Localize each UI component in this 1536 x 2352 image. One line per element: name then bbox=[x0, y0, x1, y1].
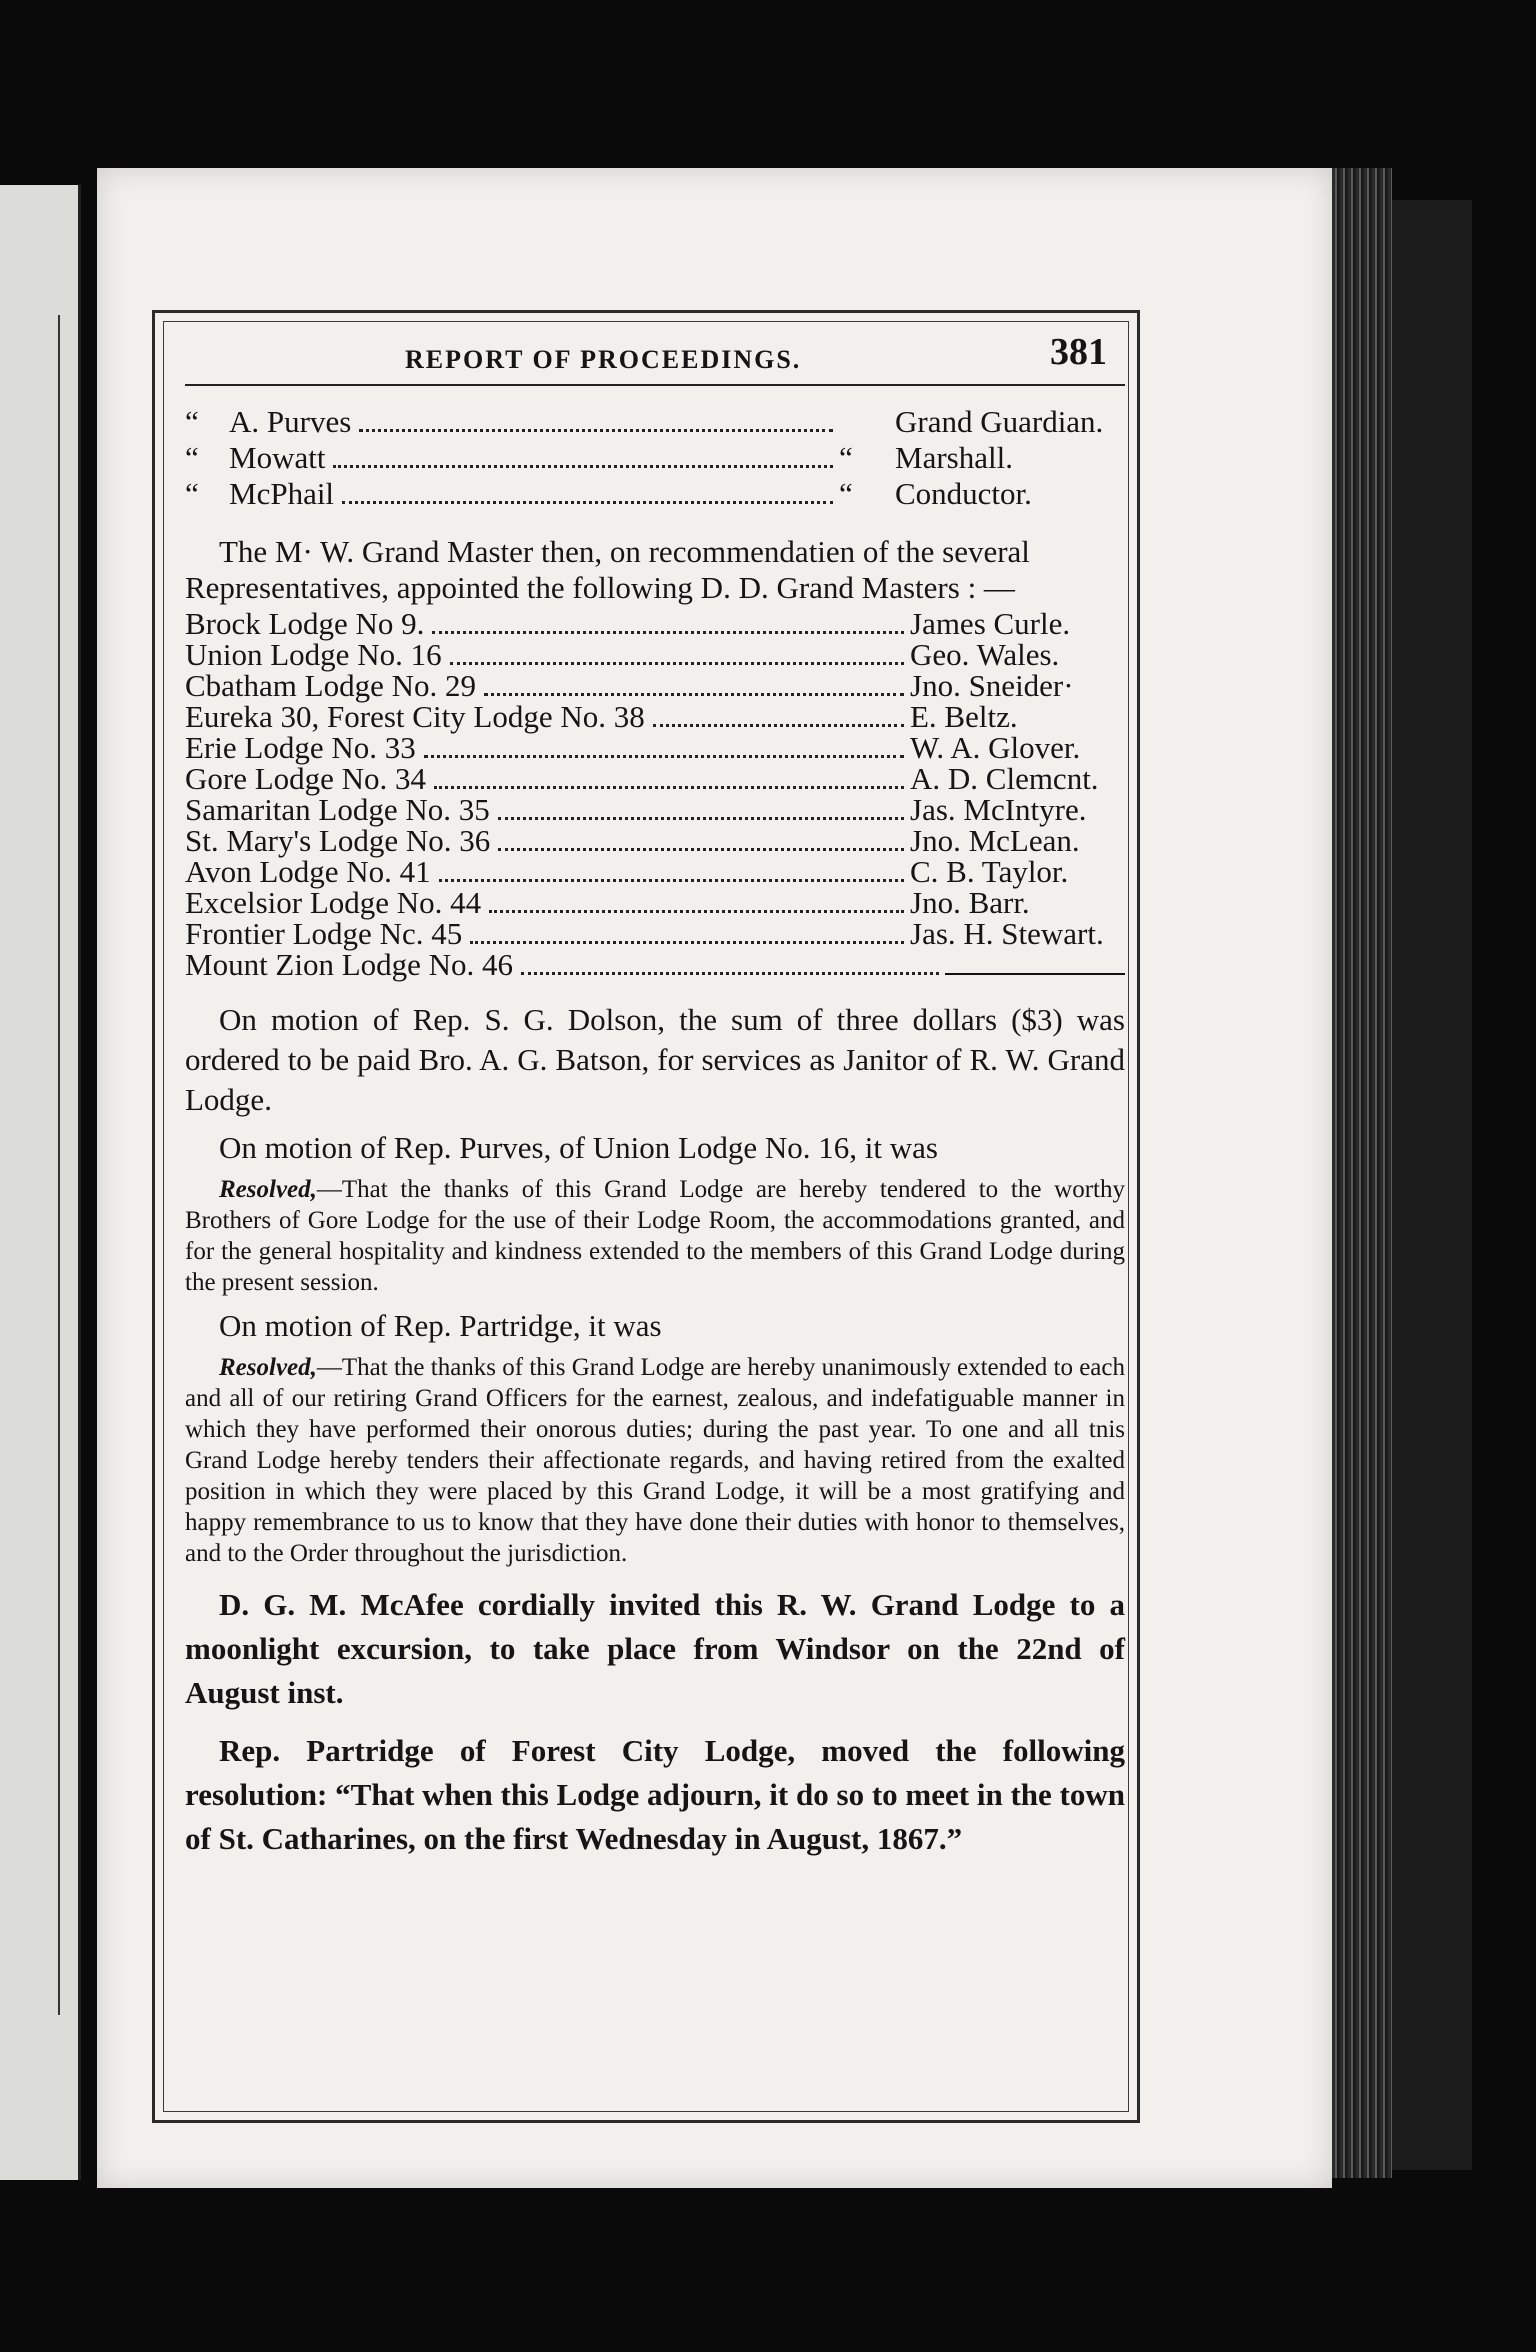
officer-office: Conductor. bbox=[895, 476, 1032, 511]
dot-leader bbox=[498, 848, 904, 851]
resolution-retiring-officers bbox=[185, 1352, 1125, 1569]
motion-dolson: On motion of Rep. S. G. Dolson, the sum of three dollars ($3) was ordered to be paid Bro. A. G. Batson, for services as Janitor of R. W. Grand Lodge. bbox=[185, 1002, 1125, 1117]
dot-leader bbox=[470, 941, 904, 944]
dot-leader bbox=[333, 465, 833, 468]
lodge-name: Gore Lodge No. 34 bbox=[185, 761, 427, 796]
ddgm-row bbox=[185, 701, 1125, 732]
resolution-text: —That the thanks of this Grand Lodge are hereby unanimously extended to each and all of our retiring Grand Officers for the earnest, zealous, and indefatiguable manner in which they have performed their onorous duties; during the past year. To one and all tnis Grand Lodge hereby tenders their affectionate regards, and having retired from the exalted position in which they were placed by this Grand Lodge, it will be a most gratifying and happy remembrance to us to know that they have done their duties with honor to themselves, and to the Order throughout the jurisdiction. bbox=[185, 1354, 1125, 1567]
officer-name: A. Purves bbox=[229, 404, 352, 439]
ditto-mark: “ bbox=[185, 476, 199, 511]
dot-leader bbox=[342, 501, 833, 504]
ddgm-row bbox=[185, 918, 1125, 949]
dot-leader bbox=[521, 972, 939, 975]
ddgm-row bbox=[185, 732, 1125, 763]
ddgm-name: Jno. Barr. bbox=[910, 885, 1030, 920]
ddgm-row bbox=[185, 825, 1125, 856]
ddgm-name: Jas. McIntyre. bbox=[910, 792, 1087, 827]
page-number: 381 bbox=[1050, 331, 1107, 373]
dot-leader bbox=[653, 724, 904, 727]
officer-row bbox=[185, 440, 1125, 476]
ddgm-name: Jas. H. Stewart. bbox=[910, 916, 1104, 951]
lodge-name: Union Lodge No. 16 bbox=[185, 637, 442, 672]
partridge-resolution: Rep. Partridge of Forest City Lodge, moved the following resolution: “That when this Lodge adjourn, it do so to meet in the town of St. Catharines, on the first Wednesday in August, 1867.” bbox=[185, 1733, 1125, 1856]
ddgm-row bbox=[185, 887, 1125, 918]
lodge-name: Erie Lodge No. 33 bbox=[185, 730, 416, 765]
resolved-label: Resolved, bbox=[219, 1176, 317, 1203]
officer-office: Grand Guardian. bbox=[895, 404, 1104, 439]
facing-page-rule bbox=[58, 315, 60, 2015]
ddgm-name: W. A. Glover. bbox=[910, 730, 1081, 765]
page-edges bbox=[1332, 168, 1392, 2178]
intro-paragraph: The M· W. Grand Master then, on recommendatien of the several Representatives, appointed the following D. D. Grand Masters : — bbox=[185, 534, 1030, 605]
officer-office: Marshall. bbox=[895, 440, 1013, 475]
ddgm-name: Jno. Sneider· bbox=[910, 668, 1074, 703]
lodge-name: Avon Lodge No. 41 bbox=[185, 854, 431, 889]
ditto-mark: “ bbox=[839, 476, 853, 511]
dot-leader bbox=[439, 879, 904, 882]
lodge-name: Samaritan Lodge No. 35 bbox=[185, 792, 490, 827]
dot-leader bbox=[489, 910, 904, 913]
book-cover bbox=[1392, 200, 1472, 2170]
ddgm-name: A. D. Clemcnt. bbox=[910, 761, 1099, 796]
dot-leader bbox=[484, 693, 904, 696]
ddgm-row bbox=[185, 608, 1125, 639]
lodge-name: Mount Zion Lodge No. 46 bbox=[185, 947, 514, 982]
dot-leader bbox=[432, 631, 904, 634]
running-title: REPORT OF PROCEEDINGS. bbox=[405, 345, 802, 374]
dot-leader bbox=[450, 662, 904, 665]
lodge-name: Cbatham Lodge No. 29 bbox=[185, 668, 477, 703]
officer-row bbox=[185, 404, 1125, 440]
vacant-blank bbox=[945, 973, 1125, 975]
lodge-name: Excelsior Lodge No. 44 bbox=[185, 885, 482, 920]
ddgm-row bbox=[185, 794, 1125, 825]
dot-leader bbox=[424, 755, 904, 758]
ditto-mark: “ bbox=[185, 440, 199, 475]
ddgm-name: C. B. Taylor. bbox=[910, 854, 1069, 889]
mcafee-invitation: D. G. M. McAfee cordially invited this R. W. Grand Lodge to a moonlight excursion, to take place from Windsor on the 22nd of August inst. bbox=[185, 1587, 1125, 1710]
lodge-name: Brock Lodge No 9. bbox=[185, 606, 425, 641]
ditto-mark: “ bbox=[185, 404, 199, 439]
ddgm-name: Geo. Wales. bbox=[910, 637, 1060, 672]
page-content bbox=[185, 330, 1125, 1861]
resolved-label: Resolved, bbox=[219, 1354, 317, 1381]
officer-name: Mowatt bbox=[229, 440, 326, 475]
ditto-mark: “ bbox=[839, 440, 853, 475]
lodge-name: Eureka 30, Forest City Lodge No. 38 bbox=[185, 699, 645, 734]
ddgm-name: Jno. McLean. bbox=[910, 823, 1080, 858]
resolution-text: —That the thanks of this Grand Lodge are hereby tendered to the worthy Brothers of Gore Lodge for the use of their Lodge Room, the accommodations granted, and for the general hospitality and kindness extended to the members of this Grand Lodge during the present session. bbox=[185, 1176, 1125, 1296]
officer-name: McPhail bbox=[229, 476, 335, 511]
ddgm-row bbox=[185, 856, 1125, 887]
officers-list bbox=[185, 404, 1125, 512]
page-header bbox=[185, 330, 1125, 378]
dot-leader bbox=[434, 786, 904, 789]
ddgm-name: E. Beltz. bbox=[910, 699, 1018, 734]
ddgm-list bbox=[185, 608, 1125, 980]
dot-leader bbox=[498, 817, 904, 820]
ddgm-name: James Curle. bbox=[910, 606, 1071, 641]
ddgm-row bbox=[185, 949, 1125, 980]
header-rule bbox=[185, 384, 1125, 386]
dot-leader bbox=[359, 429, 833, 432]
motion-partridge: On motion of Rep. Partridge, it was bbox=[219, 1308, 662, 1343]
facing-page bbox=[0, 185, 81, 2180]
lodge-name: Frontier Lodge Nc. 45 bbox=[185, 916, 463, 951]
resolution-gore-lodge bbox=[185, 1174, 1125, 1298]
ddgm-row bbox=[185, 670, 1125, 701]
officer-row bbox=[185, 476, 1125, 512]
lodge-name: St. Mary's Lodge No. 36 bbox=[185, 823, 491, 858]
ddgm-row bbox=[185, 763, 1125, 794]
motion-purves: On motion of Rep. Purves, of Union Lodge No. 16, it was bbox=[219, 1130, 938, 1165]
ddgm-row bbox=[185, 639, 1125, 670]
